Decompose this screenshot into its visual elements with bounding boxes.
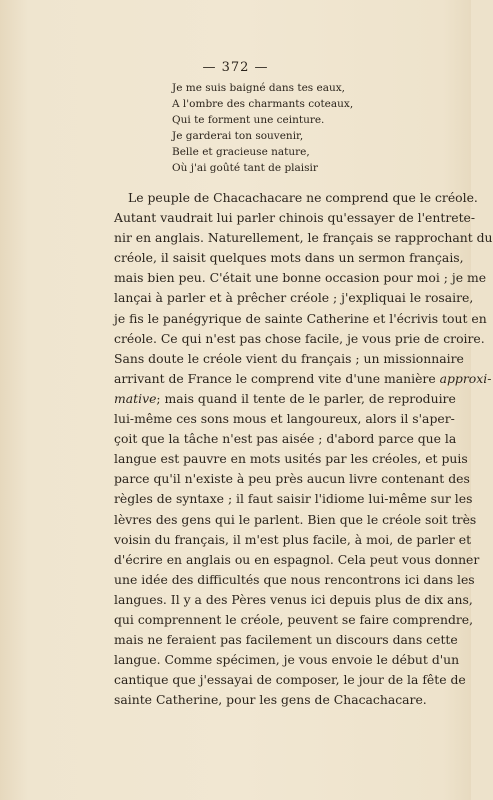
paragraph-line-text: arrivant de France le comprend vite d'une manière [114,370,436,386]
paragraph-line: parce qu'il n'existe à peu près aucun livre contenant des [114,471,470,487]
paragraph-line: créole. Ce qui n'est pas chose facile, je vous prie de croire. [114,330,485,346]
paragraph-line: qui comprennent le créole, peuvent se faire comprendre, [114,611,474,627]
paragraph-line: mais bien peu. C'était une bonne occasion pour moi ; je me [114,270,487,286]
italic-word: mative [114,390,157,406]
paragraph-line: voisin du français, il m'est plus facile, à moi, de parler et [114,531,472,547]
paragraph-line: lançai à parler et à prêcher créole ; j'expliquai le rosaire, [114,290,474,306]
poem-line: Je me suis baigné dans tes eaux, [172,82,346,94]
body-paragraph [114,188,493,710]
paragraph-line: lèvres des gens qui le parlent. Bien que le créole soit très [114,511,477,527]
paragraph-line [114,389,456,409]
paragraph-line: cantique que j'essayai de composer, le jour de la fête de [114,672,466,688]
paragraph-line: mais ne feraient pas facilement un discours dans cette [114,632,458,648]
poem-line: A l'ombre des charmants coteaux, [172,98,354,110]
paragraph-line: langue est pauvre en mots usités par les créoles, et puis [114,451,468,467]
poem-line: Belle et gracieuse nature, [172,146,310,158]
paragraph-line: créole, il saisit quelques mots dans un sermon français, [114,250,464,266]
paragraph-line: nir en anglais. Naturellement, le français se rapprochant du [114,230,493,246]
paragraph-line: Le peuple de Chacachacare ne comprend que le créole. [128,190,478,205]
poem-line: Je garderai ton souvenir, [172,130,304,142]
poem-stanza [172,80,353,176]
paragraph-line-text: ; mais quand il tente de le parler, de reproduire [156,390,456,406]
paragraph-line: une idée des difficultés que nous rencontrons ici dans les [114,571,475,587]
italic-word: approxi- [439,370,492,386]
paragraph-line: Sans doute le créole vient du français ; un missionnaire [114,350,464,366]
poem-line: Qui te forment une ceinture. [172,114,325,126]
paragraph-line: langues. Il y a des Pères venus ici depuis plus de dix ans, [114,591,473,607]
page-number: — 372 — [202,60,269,75]
paragraph-line: sainte Catherine, pour les gens de Chacachacare. [114,692,427,708]
paragraph-line: lui-même ces sons mous et langoureux, alors il s'aper- [114,411,455,427]
paragraph-line: çoit que la tâche n'est pas aisée ; d'abord parce que la [114,431,457,447]
paragraph-line: règles de syntaxe ; il faut saisir l'idiome lui-même sur les [114,491,473,507]
paragraph-line [114,369,492,389]
poem-line: Où j'ai goûté tant de plaisir [172,162,318,174]
paragraph-line: je fis le panégyrique de sainte Catherine et l'écrivis tout en [114,310,487,326]
paragraph-line: d'écrire en anglais ou en espagnol. Cela peut vous donner [114,551,480,567]
paragraph-line: langue. Comme spécimen, je vous envoie le début d'un [114,652,460,668]
paragraph-line: Autant vaudrait lui parler chinois qu'essayer de l'entrete- [114,210,476,226]
